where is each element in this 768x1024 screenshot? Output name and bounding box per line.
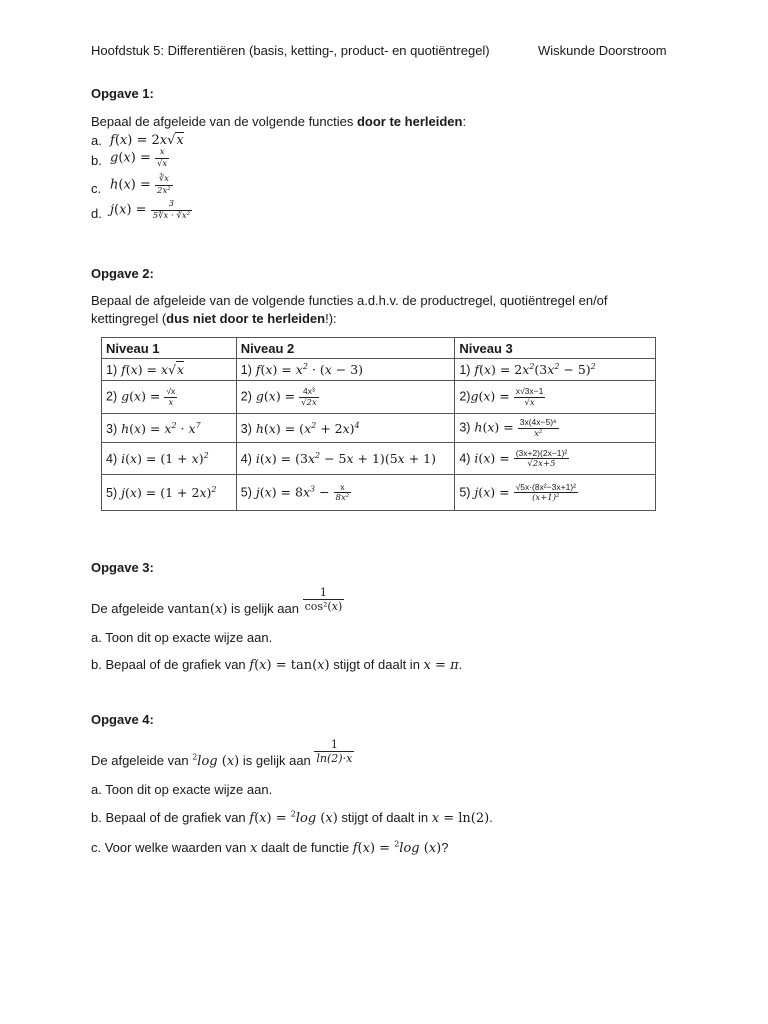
opgave-3-title: Opgave 3: (91, 560, 154, 575)
cell-n2-r2: 2) g(x) = $\frac{\text{4x³}}{√2x}$ (236, 381, 455, 414)
opgave-1-intro: Bepaal de afgeleide van de volgende functies door te herleiden: (91, 114, 467, 129)
cell-n2-r5: 5) $j(x) = 8x^3$ − $\frac{x}{\text{8x²}}$ (236, 475, 455, 511)
header-niveau-2: Niveau 2 (236, 338, 455, 359)
cell-n3-r3: 3) h(x) = $\frac{\text{3x(4x−5)⁸}}{\text{x²}}$ (455, 414, 656, 443)
opgave-4-part-a: a. Toon dit op exacte wijze aan. (91, 782, 273, 797)
opgave-2-intro-line-1: Bepaal de afgeleide van de volgende functies a.d.h.v. de productregel, quotiëntregel en/of (91, 293, 608, 308)
opgave-4-title: Opgave 4: (91, 712, 154, 727)
opgave-4-part-b: b. Bepaal of de grafiek van f(x) = $^2$log (x) stijgt of daalt in x = ln(2). (91, 809, 493, 826)
cell-n1-r3: 3) $h(x) = x^2 \cdot x^7$ (102, 414, 237, 443)
document-header-chapter: Hoofdstuk 5: Differentiëren (basis, ketting-, product- en quotiëntregel) (91, 43, 490, 58)
opgave-1-title: Opgave 1: (91, 86, 154, 101)
cell-n3-r5: 5) j(x) = $\frac{\text{√5x·(8x²−3x+1)²}}{\text{(x+1)²}}$ (455, 475, 656, 511)
header-niveau-3: Niveau 3 (455, 338, 656, 359)
cell-n1-r1: 1) f(x) = x√x (102, 359, 237, 381)
opgave-3-part-b: b. Bepaal of de grafiek van f(x) = tan(x) stijgt of daalt in x = π. (91, 657, 463, 673)
opgave-1-item-a: a. f(x) = 2x√x (91, 133, 184, 148)
opgave-2-intro-line-2: kettingregel (dus niet door te herleiden!): (91, 311, 337, 326)
opgave-3-part-a: a. Toon dit op exacte wijze aan. (91, 630, 273, 645)
cell-n1-r4: 4) $i(x) = (1 + x)^2$ (102, 443, 237, 475)
document-header-course: Wiskunde Doorstroom (538, 43, 667, 58)
cell-n3-r2: 2)g(x) = $\frac{x√3x-1}{√x}$ (455, 381, 656, 414)
opgave-1-item-b: b. g(x) = $\frac{x}{√x}$ (91, 147, 168, 169)
opgave-3-statement: De afgeleide vantan(x) is gelijk aan $\frac{1}{\text{cos²(x)}}$ (91, 586, 343, 617)
cell-n3-r4: 4) i(x) = $\frac{\text{(3x+2)(2x−1)²}}{√2x+5}$ (455, 443, 656, 475)
header-niveau-1: Niveau 1 (102, 338, 237, 359)
cell-n1-r2: 2) g(x) = $\frac{√x}{x}$ (102, 381, 237, 414)
opgave-1-item-d: d. j(x) = $\frac{3}{\text{5∜x · ∛x²}}$ (91, 199, 191, 221)
niveau-table (101, 337, 656, 511)
cell-n1-r5: 5) $j(x) = (1 + 2x)^2$ (102, 475, 237, 511)
opgave-1-item-c: c. h(x) = $\frac{∛x}{\text{2x²}}$ (91, 174, 171, 196)
cell-n2-r3: 3) $h(x) = (x^2 + 2x)^4$ (236, 414, 455, 443)
cell-n2-r1: 1) $f(x) = x^2 \cdot (x - 3)$ (236, 359, 455, 381)
opgave-4-part-c: c. Voor welke waarden van x daalt de functie f(x) = $^2$log (x)? (91, 839, 449, 856)
cell-n2-r4: 4) $i(x) = (3x^2 - 5x + 1)(5x + 1)$ (236, 443, 455, 475)
cell-n3-r1: 1) $f(x) = 2x^2(3x^2 - 5)^2$ (455, 359, 656, 381)
opgave-4-statement: De afgeleide van $^2$log (x) is gelijk aan $\frac{1}{\ln(2)\cdot x}$ (91, 738, 353, 769)
opgave-2-title: Opgave 2: (91, 266, 154, 281)
